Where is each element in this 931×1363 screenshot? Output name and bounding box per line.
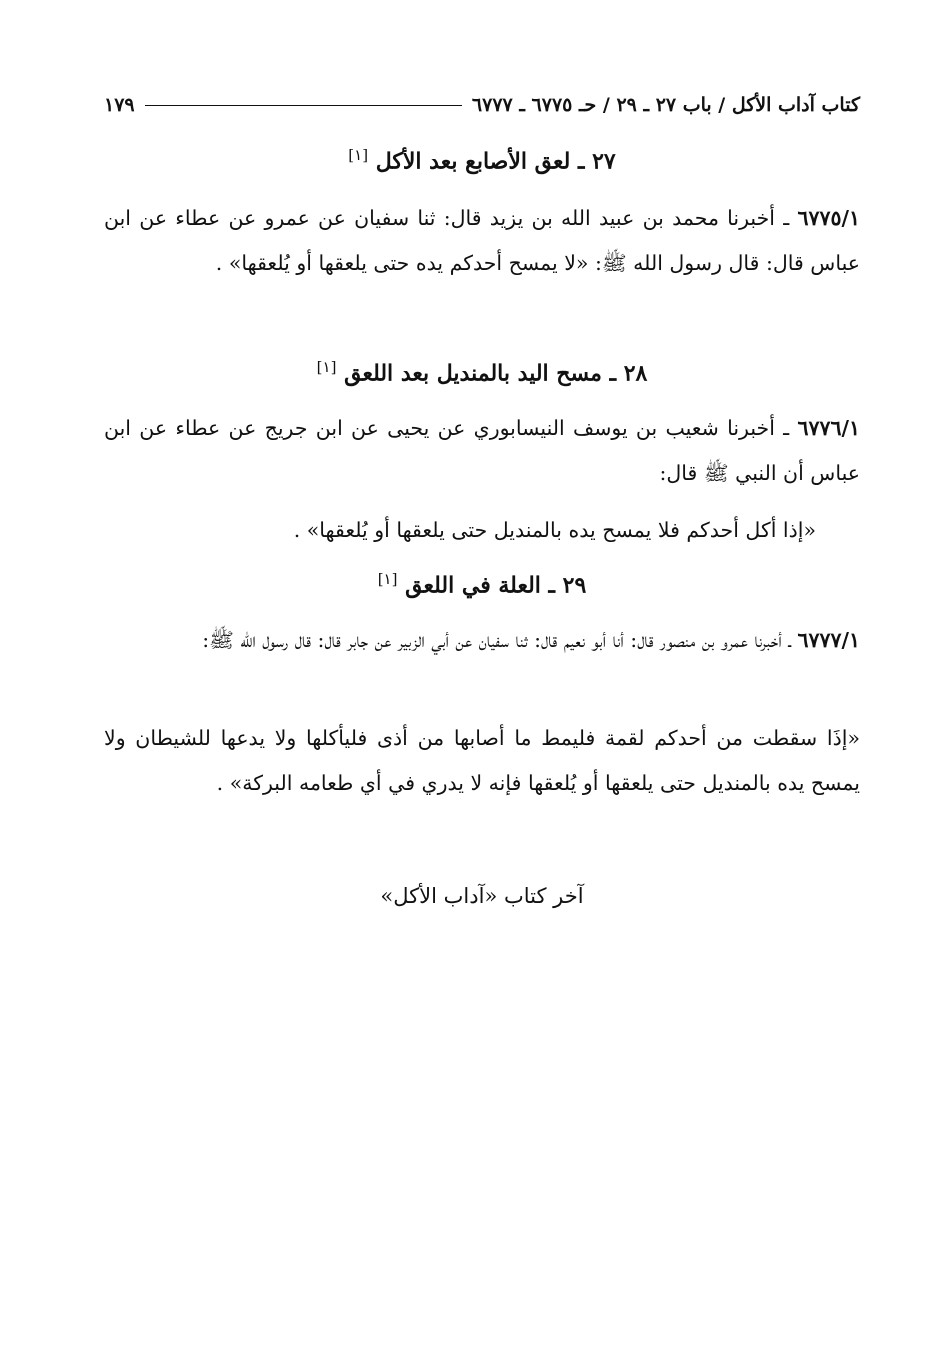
hadith-narration: ـ أخبرنا محمد بن عبيد الله بن يزيد قال: ثنا سفيان عن عمرو عن عطاء عن ابن عباس قال: قال رسول الله ﷺ: «لا يمسح أحدكم يده حتى يلعقها أو يُلعقها» .: [104, 206, 860, 275]
hadith-number: ٦٧٧٦/١: [797, 416, 860, 440]
running-title: كتاب آداب الأكل / باب ٢٧ ـ ٢٩ / حـ ٦٧٧٥ ـ ٦٧٧٧: [471, 94, 860, 116]
hadith-quote: «إذا أكل أحدكم فلا يمسح يده بالمنديل حتى يلعقها أو يُلعقها» .: [293, 518, 816, 542]
header-rule: [145, 105, 462, 106]
page-number: ١٧٩: [104, 94, 135, 116]
heading-text: ٢٧ ـ لعق الأصابع بعد الأكل: [375, 148, 616, 175]
hadith-6777-quote: [104, 716, 860, 806]
hadith-number: ٦٧٧٧/١: [797, 628, 860, 652]
hadith-narration: ـ أخبرنا عمرو بن منصور قال: أنا أبو نعيم قال: ثنا سفيان عن أبي الزبير عن جابر قال: قال رسول الله ﷺ:: [202, 628, 791, 652]
hadith-number: ٦٧٧٥/١: [797, 206, 860, 230]
hadith-6777: [104, 618, 860, 663]
heading-text: ٢٩ ـ العلة في اللعق: [405, 572, 587, 599]
section-heading-29: [104, 570, 860, 598]
hadith-quote: «إذَا سقطت من أحدكم لقمة فليمط ما أصابها من أذى فليأكلها ولا يدعها للشيطان ولا يمسح يده بالمنديل حتى يلعقها أو يُلعقها فإنه لا يدري في أي طعامه البركة» .: [104, 726, 860, 795]
section-heading-27: [104, 146, 860, 174]
footnote-mark: [١]: [348, 146, 369, 164]
book-closing-note: آخر كتاب «آداب الأكل»: [380, 884, 584, 908]
footnote-mark: [١]: [377, 570, 398, 588]
heading-text: ٢٨ ـ مسح اليد بالمنديل بعد اللعق: [344, 360, 648, 387]
hadith-6776: [104, 406, 860, 496]
footnote-mark: [١]: [316, 358, 337, 376]
hadith-6775: [104, 196, 860, 286]
section-heading-28: [104, 358, 860, 386]
page-header: [104, 90, 860, 120]
hadith-narration: ـ أخبرنا شعيب بن يوسف النيسابوري عن يحيى عن ابن جريج عن عطاء عن ابن عباس أن النبي ﷺ قال:: [104, 416, 860, 485]
hadith-6776-quote: [104, 508, 816, 553]
